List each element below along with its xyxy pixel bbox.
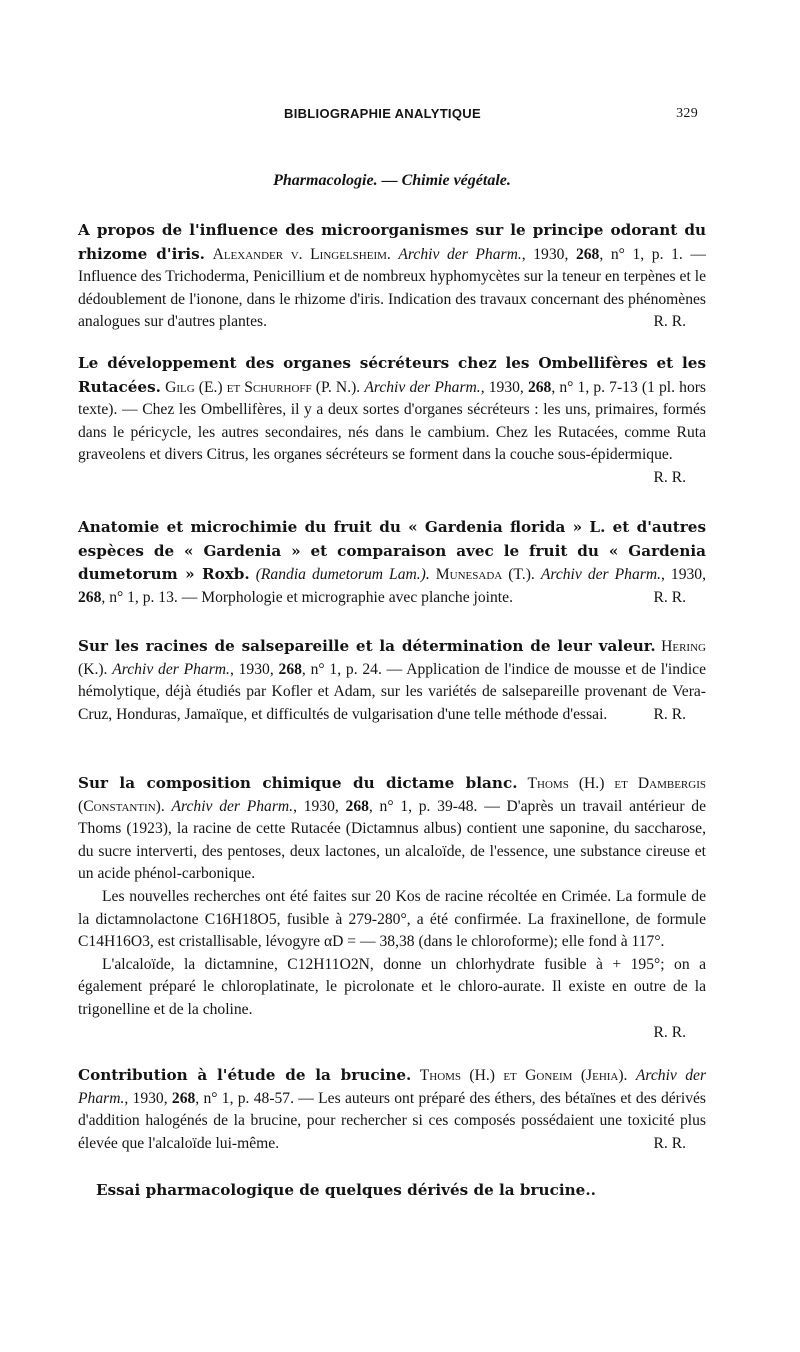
entry-volume: 268: [78, 588, 102, 606]
entry-paragraph: L'alcaloïde, la dictamnine, C12H11O2N, donne un chlorhydrate fusible à + 195°; on a également préparé le chloroplatinate, le picrolonate et le chloro-aurate. Il existe en outre de la trigonelline et de la choline.: [78, 955, 706, 1018]
entry-title: Sur les racines de salsepareille et la détermination de leur valeur.: [78, 637, 656, 655]
entry-authors: Hering (K.).: [78, 638, 706, 678]
entry-title: Contribution à l'étude de la brucine.: [78, 1066, 412, 1084]
running-head: [78, 106, 706, 126]
bibliography-entry: [78, 635, 706, 726]
entry-ref-after: , n° 1, p. 39-48. —: [368, 797, 500, 815]
entry-signature: R. R.: [653, 468, 686, 486]
entry-ref-before: , 1930,: [229, 660, 279, 678]
entry-authors: Thoms (H.) et Goneim (Jehia).: [419, 1067, 628, 1084]
entry-signature: R. R.: [653, 1023, 686, 1041]
bibliography-entry: [78, 772, 706, 1044]
entry-ref-before: , 1930,: [124, 1089, 172, 1107]
bibliography-entry: [78, 516, 706, 609]
entry-title: A propos de l'influence des microorganismes sur le principe odorant du rhizome d'iris.: [78, 221, 706, 263]
entry-title: Sur la composition chimique du dictame blanc.: [78, 774, 518, 792]
running-head-title: BIBLIOGRAPHIE ANALYTIQUE: [284, 106, 481, 121]
entry-signature: R. R.: [653, 588, 686, 606]
entry-body: D'après un travail antérieur de Thoms (1923), la racine de cette Rutacée (Dictamnus albus) contient une saponine, du saccharose, du sucre interverti, des pentoses, deux lactones, un alcaloïde, de l'essence, une substance cireuse et un acide phénol-carbonique.: [78, 797, 706, 883]
entry-volume: 268: [278, 660, 302, 678]
entry-volume: 268: [171, 1089, 196, 1107]
entry-authors: Munesada (T.).: [435, 566, 535, 584]
entry-title: Anatomie et microchimie du fruit du « Gardenia florida » L. et d'autres espèces de « Gardenia » et comparaison avec le fruit du « Gardenia dumetorum » Roxb.: [78, 518, 706, 584]
bibliography-entry: [78, 219, 706, 334]
entry-authors-pre: (Randia dumetorum Lam.).: [255, 566, 430, 584]
section-heading: Pharmacologie. — Chimie végétale.: [273, 172, 511, 189]
entry-ref-after: , n° 1, p. 13. —: [101, 588, 198, 606]
entry-journal: Archiv der Pharm.: [540, 566, 661, 584]
entry-volume: 268: [527, 378, 552, 396]
entry-title: Le développement des organes sécréteurs chez les Ombellifères et les Rutacées.: [78, 354, 706, 396]
entry-body: Chez les Ombellifères, il y a deux sortes d'organes sécréteurs : les uns, primaires, formés dans le péricycle, les autres secondaires, nés dans le cambium. Chez les Rutacées, comme Ruta graveolens et divers Citrus, les organes sécréteurs se forment dans la couche sous-épidermique.: [78, 401, 707, 464]
entry-body: Les auteurs ont préparé des éthers, des bétaïnes et des dérivés d'addition halogénés de la brucine, pour rechercher si ces composés possédaient une toxicité plus élevée que l'alcaloïde lui-même.: [78, 1089, 706, 1152]
entry-ref-after: , n° 1, p. 7-13 (1 pl. hors texte). —: [78, 378, 707, 419]
entry-ref-before: , 1930,: [480, 378, 528, 396]
entry-signature: R. R.: [653, 313, 686, 331]
entry-ref-before: , 1930,: [661, 566, 707, 584]
entry-journal: Archiv der Pharm.: [112, 660, 230, 678]
entry-ref-after: , n° 1, p. 24. —: [301, 660, 403, 678]
entry-authors: Alexander v. Lingelsheim.: [212, 245, 391, 263]
entry-body: Morphologie et micrographie avec planche jointe.: [201, 588, 513, 606]
bibliography-entry: [78, 1064, 706, 1155]
entry-ref-after: , n° 1, p. 48-57. —: [195, 1089, 314, 1107]
entry-ref-before: , 1930,: [293, 797, 346, 815]
entry-signature: R. R.: [653, 1134, 686, 1152]
entry-volume: 268: [345, 797, 369, 815]
next-entry-title: Essai pharmacologique de quelques dérivés de la brucine..: [96, 1181, 596, 1199]
bibliography-entry: [78, 352, 706, 490]
entry-paragraph: Les nouvelles recherches ont été faites sur 20 Kos de racine récoltée en Crimée. La formule de la dictamnolactone C16H18O5, fusible à 279-280°, a été confirmée. La fraxinellone, de formule C14H16O3, est cristallisable, lévogyre αD = — 38,38 (dans le chloroforme); elle fond à 117°.: [78, 887, 706, 951]
entry-journal: Archiv der Pharm.: [171, 797, 294, 815]
entry-journal: Archiv der Pharm.: [398, 245, 522, 263]
entry-authors: Thoms (H.) et Dambergis (Constantin).: [78, 775, 706, 815]
entry-volume: 268: [575, 245, 600, 263]
entry-body: Influence des Trichoderma, Penicillium et de nombreux hyphomycètes sur la teneur en terpènes et le dédoublement de l'ionone, dans le rhizome d'iris. Indication des travaux concernant des phénomènes analogues sur d'autres plantes.: [78, 268, 706, 331]
entry-ref-after: , n° 1, p. 1. —: [599, 245, 706, 263]
entry-journal: Archiv der Pharm.: [78, 1067, 707, 1107]
entry-body: Application de l'indice de mousse et de l'indice hémolytique, déjà étudiés par Kofler et Adam, sur les variétés de salsepareille provenant de Vera-Cruz, Honduras, Jamaïque, et difficultés de vulgarisation d'une telle méthode d'essai.: [78, 660, 707, 723]
entry-authors: Gilg (E.) et Schurhoff (P. N.).: [165, 378, 361, 396]
entry-signature: R. R.: [653, 705, 686, 723]
entry-ref-before: , 1930,: [521, 245, 576, 263]
entry-journal: Archiv der Pharm.: [364, 378, 481, 396]
page-number: 329: [676, 106, 698, 121]
